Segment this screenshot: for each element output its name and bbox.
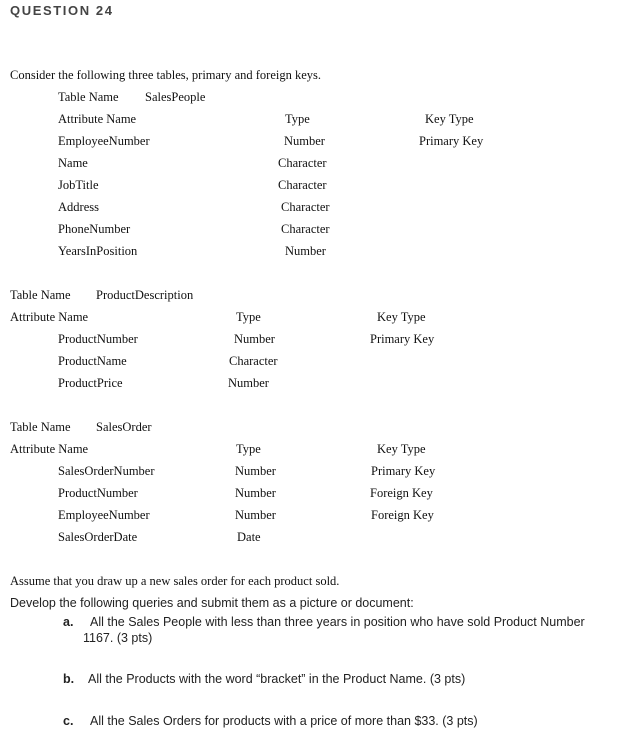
key-cell: Foreign Key	[371, 508, 434, 522]
query-text: All the Sales Orders for products with a price of more than $33. (3 pts)	[90, 714, 478, 728]
query-text-continued: 1167. (3 pts)	[83, 631, 153, 645]
query-letter: c.	[63, 714, 74, 728]
attr-cell: ProductNumber	[58, 486, 138, 500]
key-cell: Primary Key	[419, 134, 484, 148]
header-type: Type	[236, 310, 261, 324]
header-type: Type	[236, 442, 261, 456]
header-type: Type	[285, 112, 310, 126]
query-text: All the Sales People with less than three years in position who have sold Product Number	[90, 615, 585, 629]
type-cell: Character	[281, 222, 330, 236]
type-cell: Character	[281, 200, 330, 214]
header-attribute-name: Attribute Name	[10, 310, 89, 324]
query-text: All the Products with the word “bracket” in the Product Name. (3 pts)	[88, 672, 466, 686]
type-cell: Number	[235, 508, 276, 522]
type-cell: Number	[228, 376, 269, 390]
intro-text: Consider the following three tables, primary and foreign keys.	[10, 68, 322, 82]
type-cell: Number	[235, 464, 276, 478]
attr-cell: ProductName	[58, 354, 127, 368]
table-name: SalesPeople	[145, 90, 206, 104]
type-cell: Number	[235, 486, 276, 500]
header-attribute-name: Attribute Name	[10, 442, 89, 456]
key-cell: Foreign Key	[370, 486, 433, 500]
assume-text: Assume that you draw up a new sales order for each product sold.	[10, 574, 340, 588]
attr-cell: Address	[58, 200, 99, 214]
header-key-type: Key Type	[425, 112, 474, 126]
table-name: SalesOrder	[96, 420, 152, 434]
attr-cell: SalesOrderDate	[58, 530, 138, 544]
table-name-label: Table Name	[58, 90, 119, 104]
header-key-type: Key Type	[377, 310, 426, 324]
attr-cell: PhoneNumber	[58, 222, 131, 236]
attr-cell: YearsInPosition	[58, 244, 138, 258]
attr-cell: SalesOrderNumber	[58, 464, 155, 478]
key-cell: Primary Key	[371, 464, 436, 478]
query-letter: a.	[63, 615, 74, 629]
attr-cell: EmployeeNumber	[58, 134, 150, 148]
develop-text: Develop the following queries and submit them as a picture or document:	[10, 596, 414, 610]
header-attribute-name: Attribute Name	[58, 112, 137, 126]
type-cell: Number	[285, 244, 326, 258]
attr-cell: JobTitle	[58, 178, 99, 192]
type-cell: Character	[278, 156, 327, 170]
attr-cell: ProductPrice	[58, 376, 123, 390]
attr-cell: Name	[58, 156, 88, 170]
question-title: QUESTION 24	[10, 3, 114, 18]
type-cell: Date	[237, 530, 261, 544]
type-cell: Character	[278, 178, 327, 192]
table-name-label: Table Name	[10, 288, 71, 302]
attr-cell: ProductNumber	[58, 332, 138, 346]
type-cell: Character	[229, 354, 278, 368]
attr-cell: EmployeeNumber	[58, 508, 150, 522]
header-key-type: Key Type	[377, 442, 426, 456]
type-cell: Number	[284, 134, 325, 148]
key-cell: Primary Key	[370, 332, 435, 346]
query-letter: b.	[63, 672, 75, 686]
type-cell: Number	[234, 332, 275, 346]
table-name-label: Table Name	[10, 420, 71, 434]
table-name: ProductDescription	[96, 288, 194, 302]
